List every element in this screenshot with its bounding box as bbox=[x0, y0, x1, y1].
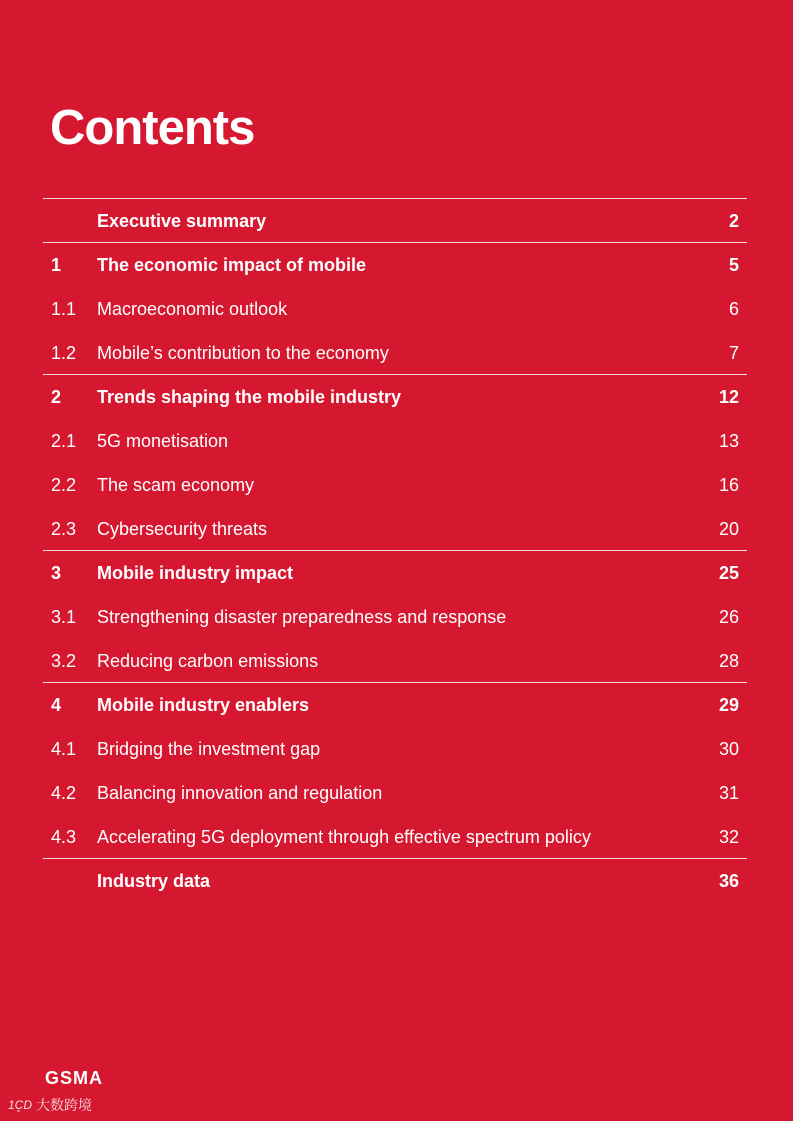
toc-title[interactable]: Strengthening disaster preparedness and response bbox=[97, 607, 507, 627]
toc-number: 3 bbox=[51, 563, 62, 583]
toc-page-number: 36 bbox=[718, 871, 739, 891]
toc-page-number: 28 bbox=[718, 651, 739, 671]
toc-number: 3.2 bbox=[51, 651, 77, 671]
toc-page-number: 2 bbox=[728, 211, 739, 231]
toc-page-number: 26 bbox=[718, 607, 739, 627]
toc-title[interactable]: Mobile’s contribution to the economy bbox=[97, 343, 389, 363]
toc-title[interactable]: Mobile industry enablers bbox=[97, 695, 310, 715]
toc-row[interactable] bbox=[43, 683, 747, 727]
toc-page-number: 20 bbox=[718, 519, 739, 539]
table-of-contents bbox=[43, 198, 747, 903]
toc-row[interactable] bbox=[43, 199, 747, 243]
toc-title[interactable]: Macroeconomic outlook bbox=[97, 299, 288, 319]
toc-row[interactable] bbox=[43, 287, 747, 331]
toc-page-number: 29 bbox=[718, 695, 739, 715]
toc-row[interactable] bbox=[43, 595, 747, 639]
watermark bbox=[8, 1095, 92, 1115]
toc-row[interactable] bbox=[43, 419, 747, 463]
toc-number: 2.2 bbox=[51, 475, 77, 495]
toc-title[interactable]: The economic impact of mobile bbox=[97, 255, 367, 275]
watermark-text: 大数跨境 bbox=[36, 1097, 93, 1113]
toc-title[interactable]: 5G monetisation bbox=[97, 431, 229, 451]
toc-number: 2.3 bbox=[51, 519, 77, 539]
toc-number: 3.1 bbox=[51, 607, 77, 627]
toc-number: 2 bbox=[51, 387, 62, 407]
toc-row[interactable] bbox=[43, 507, 747, 551]
toc-page-number: 13 bbox=[718, 431, 739, 451]
toc-title[interactable]: Balancing innovation and regulation bbox=[97, 783, 383, 803]
toc-page-number: 6 bbox=[728, 299, 739, 319]
toc-page-number: 31 bbox=[718, 783, 739, 803]
watermark-logo-icon: 1C̥D bbox=[8, 1098, 33, 1112]
toc-row[interactable] bbox=[43, 463, 747, 507]
toc-page-number: 5 bbox=[728, 255, 739, 275]
toc-page-number: 12 bbox=[718, 387, 739, 407]
toc-number: 4.2 bbox=[51, 783, 77, 803]
toc-row[interactable] bbox=[43, 859, 747, 903]
toc-row[interactable] bbox=[43, 375, 747, 419]
toc-page-number: 7 bbox=[728, 343, 739, 363]
toc-number: 4 bbox=[51, 695, 62, 715]
toc-page-number: 32 bbox=[718, 827, 739, 847]
toc-title[interactable]: Executive summary bbox=[97, 211, 267, 231]
toc-title[interactable]: The scam economy bbox=[97, 475, 255, 495]
toc-page-number: 25 bbox=[718, 563, 739, 583]
toc-row[interactable] bbox=[43, 551, 747, 595]
toc-row[interactable] bbox=[43, 727, 747, 771]
toc-title[interactable]: Trends shaping the mobile industry bbox=[97, 387, 402, 407]
toc-title[interactable]: Industry data bbox=[97, 871, 211, 891]
toc-row[interactable] bbox=[43, 771, 747, 815]
toc-number: 4.1 bbox=[51, 739, 77, 759]
toc-page-number: 30 bbox=[718, 739, 739, 759]
toc-row[interactable] bbox=[43, 815, 747, 859]
toc-number: 1.2 bbox=[51, 343, 77, 363]
toc-title[interactable]: Reducing carbon emissions bbox=[97, 651, 319, 671]
toc-number: 2.1 bbox=[51, 431, 77, 451]
toc-page-number: 16 bbox=[718, 475, 739, 495]
gsma-logo: GSMA bbox=[45, 1068, 103, 1088]
toc-title[interactable]: Accelerating 5G deployment through effective spectrum policy bbox=[97, 827, 591, 847]
toc-row[interactable] bbox=[43, 243, 747, 287]
page-title: Contents bbox=[50, 101, 255, 155]
toc-number: 1.1 bbox=[51, 299, 77, 319]
toc-title[interactable]: Cybersecurity threats bbox=[97, 519, 268, 539]
toc-title[interactable]: Mobile industry impact bbox=[97, 563, 294, 583]
toc-title[interactable]: Bridging the investment gap bbox=[97, 739, 321, 759]
toc-row[interactable] bbox=[43, 331, 747, 375]
toc-number: 4.3 bbox=[51, 827, 77, 847]
toc-number: 1 bbox=[51, 255, 62, 275]
toc-row[interactable] bbox=[43, 639, 747, 683]
